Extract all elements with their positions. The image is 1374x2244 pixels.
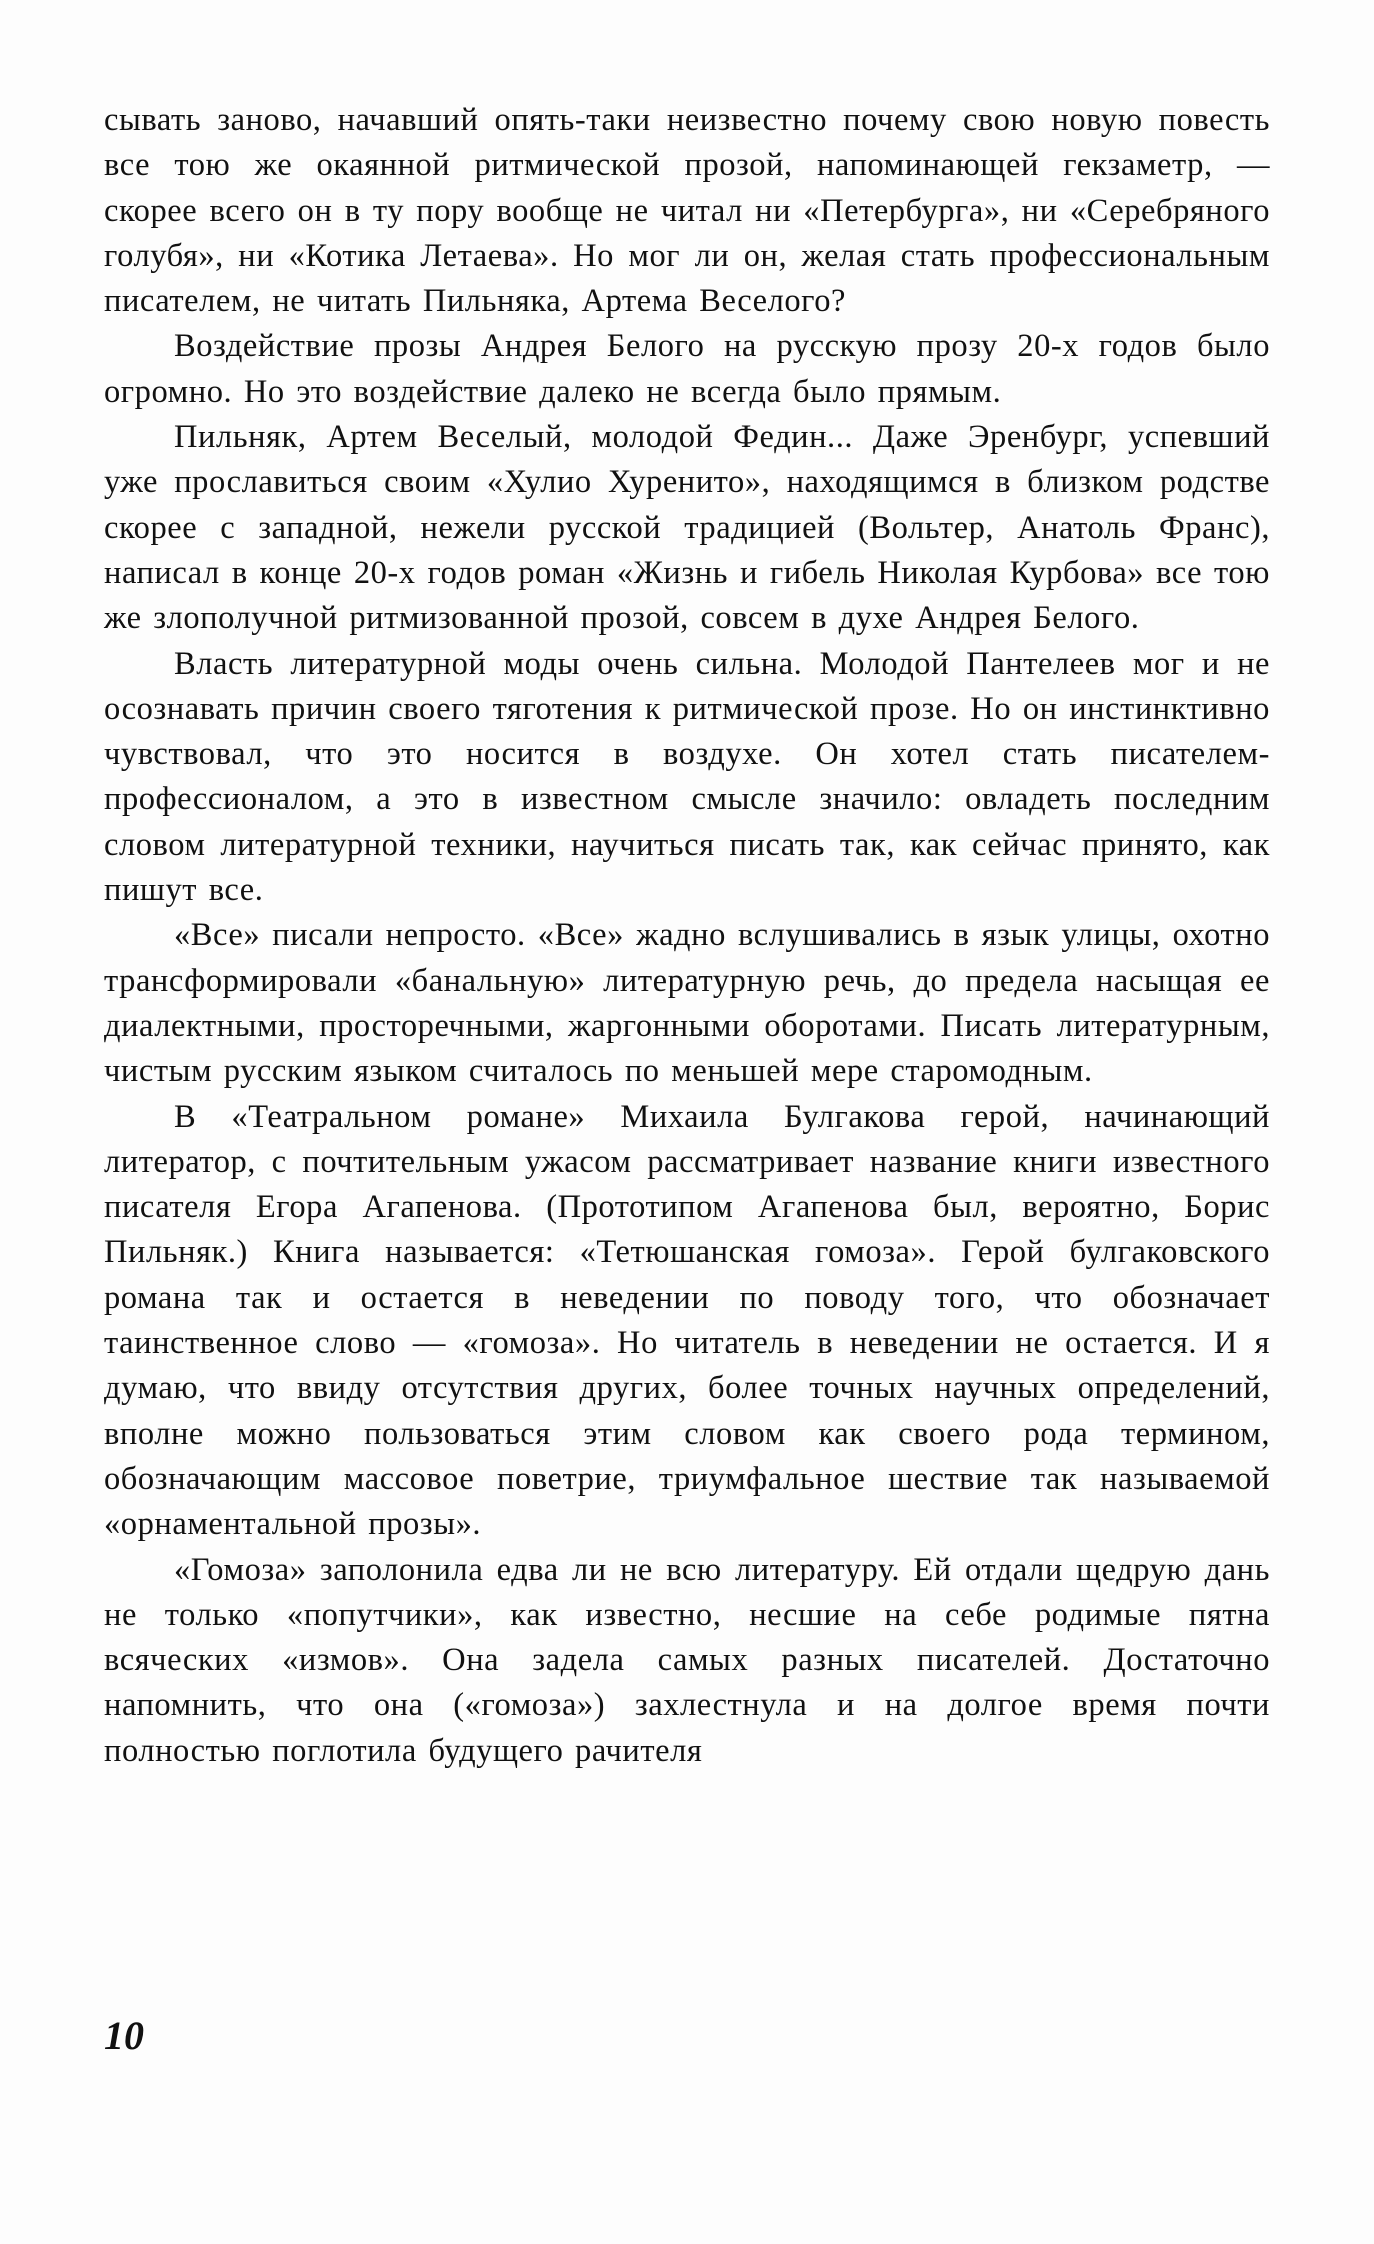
paragraph-7: «Гомоза» заполонила едва ли не всю литературу. Ей отдали щедрую дань не только «попутчики», как известно, несшие на себе родимые пятна всяческих «измов». Она задела самых разных писателей. Достаточно напомнить, что она («гомоза») захлестнула и на долгое время почти полностью поглотила будущего рачителя [104,1551,1270,1769]
body-text [104,98,1270,1774]
paragraph-5: «Все» писали непросто. «Все» жадно вслушивались в язык улицы, охотно трансформировали «банальную» литературную речь, до предела насыщая ее диалектными, просторечными, жаргонными оборотами. Писать литературным, чистым русским языком считалось по меньшей мере старомодным. [104,917,1270,1090]
paragraph-3: Пильняк, Артем Веселый, молодой Федин... Даже Эренбург, успевший уже прославиться своим «Хулио Хуренито», находящимся в близком родстве скорее с западной, нежели русской традицией (Вольтер, Анатоль Франс), написал в конце 20-х годов роман «Жизнь и гибель Николая Курбова» все тою же злополучной ритмизованной прозой, совсем в духе Андрея Белого. [104,419,1270,637]
paragraph-1: сывать заново, начавший опять-таки неизвестно почему свою новую повесть все тою же окаянной ритмической прозой, напоминающей гекзаметр, — скорее всего он в ту пору вообще не читал ни «Петербурга», ни «Серебряного голубя», ни «Котика Летаева». Но мог ли он, желая стать профессиональным писателем, не читать Пильняка, Артема Веселого? [104,102,1270,320]
page-number: 10 [104,2013,144,2058]
paragraph-6: В «Театральном романе» Михаила Булгакова герой, начинающий литератор, с почтительным ужасом рассматривает название книги известного писателя Егора Агапенова. (Прототипом Агапенова был, вероятно, Борис Пильняк.) Книга называется: «Тетюшанская гомоза». Герой булгаковского романа так и остается в неведении по поводу того, что обозначает таинственное слово — «гомоза». Но читатель в неведении не остается. И я думаю, что ввиду отсутствия других, более точных научных определений, вполне можно пользоваться этим словом как своего рода термином, обозначающим массовое поветрие, триумфальное шествие так называемой «орнаментальной прозы». [104,1098,1270,1543]
paragraph-4: Власть литературной моды очень сильна. Молодой Пантелеев мог и не осознавать причин своего тяготения к ритмической прозе. Но он инстинктивно чувствовал, что это носится в воздухе. Он хотел стать писателем-профессионалом, а это в известном смысле значило: овладеть последним словом литературной техники, научиться писать так, как сейчас принято, как пишут все. [104,645,1270,909]
paragraph-2: Воздействие прозы Андрея Белого на русскую прозу 20-х годов было огромно. Но это воздействие далеко не всегда было прямым. [104,328,1270,410]
